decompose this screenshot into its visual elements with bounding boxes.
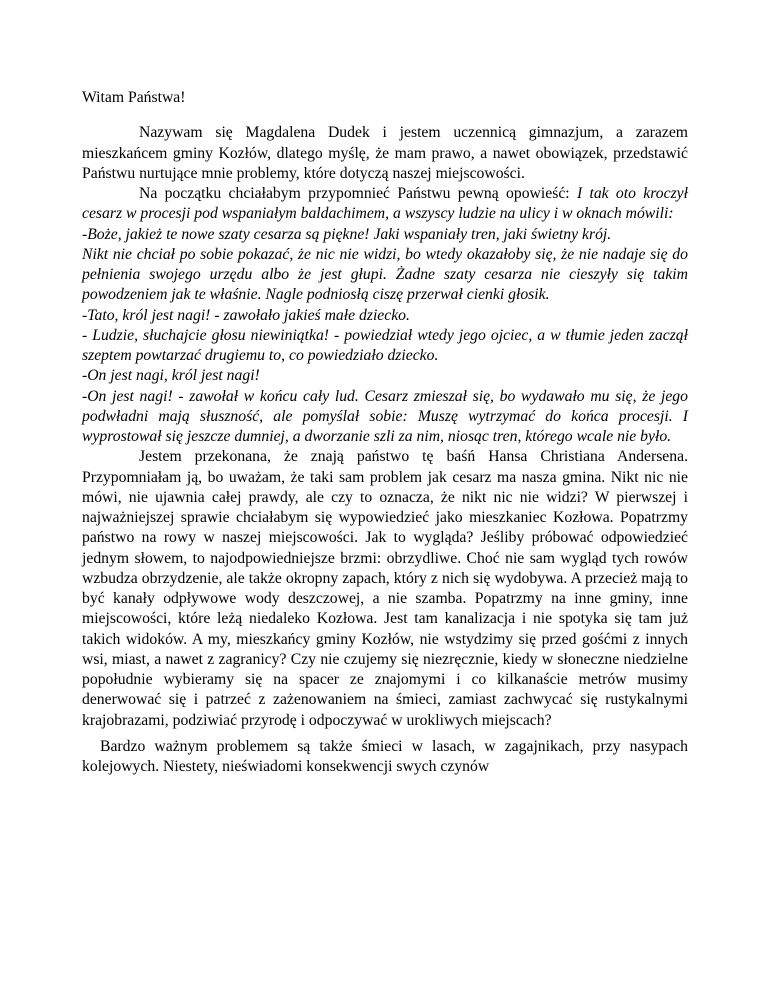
document-page	[82, 88, 688, 777]
intro-paragraph: Nazywam się Magdalena Dudek i jestem uczennicą gimnazjum, a zarazem mieszkańcem gminy Kozłów, dlatego myślę, że mam prawo, a nawet obowiązek, przedstawić Państwu nurtujące mnie problemy, które dotyczą naszej miejscowości.	[82, 124, 688, 182]
body-paragraph-2: Bardzo ważnym problemem są także śmieci w lasach, w zagajnikach, przy nasypach kolejowych. Niestety, nieświadomi konsekwencji swych czynów	[82, 737, 688, 775]
story-quote-4: -Tato, król jest nagi! - zawołało jakieś małe dziecko.	[82, 306, 410, 324]
body-paragraph-1: Jestem przekonana, że znają państwo tę baśń Hansa Christiana Andersena. Przypomniałam ją, bo uważam, że taki sam problem jak cesarz ma nasza gmina. Nikt nic nie mówi, nie ujawnia całej prawdy, ale czy to oznacza, że nikt nic nie widzi? W pierwszej i najważniejszej sprawie chciałabym się wypowiedzieć jako mieszkaniec Kozłowa. Popatrzmy państwo na rowy w naszej miejscowości. Jak to wygląda? Jeśliby próbować odpowiedzieć jednym słowem, to najodpowiedniejsze brzmi: obrzydliwe. Choć nie sam wygląd tych rowów wzbudza obrzydzenie, ale także okropny zapach, który z nich się wydobywa. A przecież mają to być kanały odpływowe wody deszczowej, a nie szamba. Popatrzmy na inne gminy, inne miejscowości, które leżą niedaleko Kozłowa. Jest tam kanalizacja i nie spotyka się tam już takich widoków. A my, mieszkańcy gminy Kozłów, nie wstydzimy się przed gośćmi z innych wsi, miast, a nawet z zagranicy? Czy nie czujemy się niezręcznie, kiedy w słoneczne niedzielne popołudnie wybieramy się na spacer ze znajomymi i co kilkanaście metrów musimy denerwować się i patrzeć z zażenowaniem na śmieci, zamiast zachwycać się rustykalnymi krajobrazami, podziwiać przyrodę i odpoczywać w urokliwych miejscach?	[82, 448, 688, 729]
story-quote-5: - Ludzie, słuchajcie głosu niewiniątka! - powiedział wtedy jego ojciec, a w tłumie jeden zaczął szeptem powtarzać drugiemu to, co powiedziało dziecko.	[82, 326, 688, 364]
story-quote-6: -On jest nagi, król jest nagi!	[82, 367, 260, 385]
greeting: Witam Państwa!	[82, 89, 186, 106]
story-quote-2: -Boże, jakież te nowe szaty cesarza są piękne! Jaki wspaniały tren, jaki świetny krój.	[82, 225, 612, 243]
story-lead-text: Na początku chciałabym przypomnieć Państwu pewną opowieść:	[139, 185, 577, 202]
story-quote-3: Nikt nie chciał po sobie pokazać, że nic nie widzi, bo wtedy okazałoby się, że nie nadaje się do pełnienia swojego urzędu albo że jest głupi. Żadne szaty cesarza nie cieszyły się takim powodzeniem jak te właśnie. Nagle podniosłą ciszę przerwał cienki głosik.	[82, 245, 688, 304]
story-quote-7: -On jest nagi! - zawołał w końcu cały lud. Cesarz zmieszał się, bo wydawało mu się, że jego podwładni mają słuszność, ale pomyślał sobie: Muszę wytrzymać do końca procesji. I wyprostował się jeszcze dumniej, a dworzanie szli za nim, niosąc tren, którego wcale nie było.	[82, 387, 688, 445]
story-quote-1: I tak oto kroczył cesarz w procesji pod wspaniałym baldachimem, a wszyscy ludzie na ulicy i w oknach mówili:	[82, 185, 688, 223]
story-intro-paragraph	[82, 184, 688, 225]
